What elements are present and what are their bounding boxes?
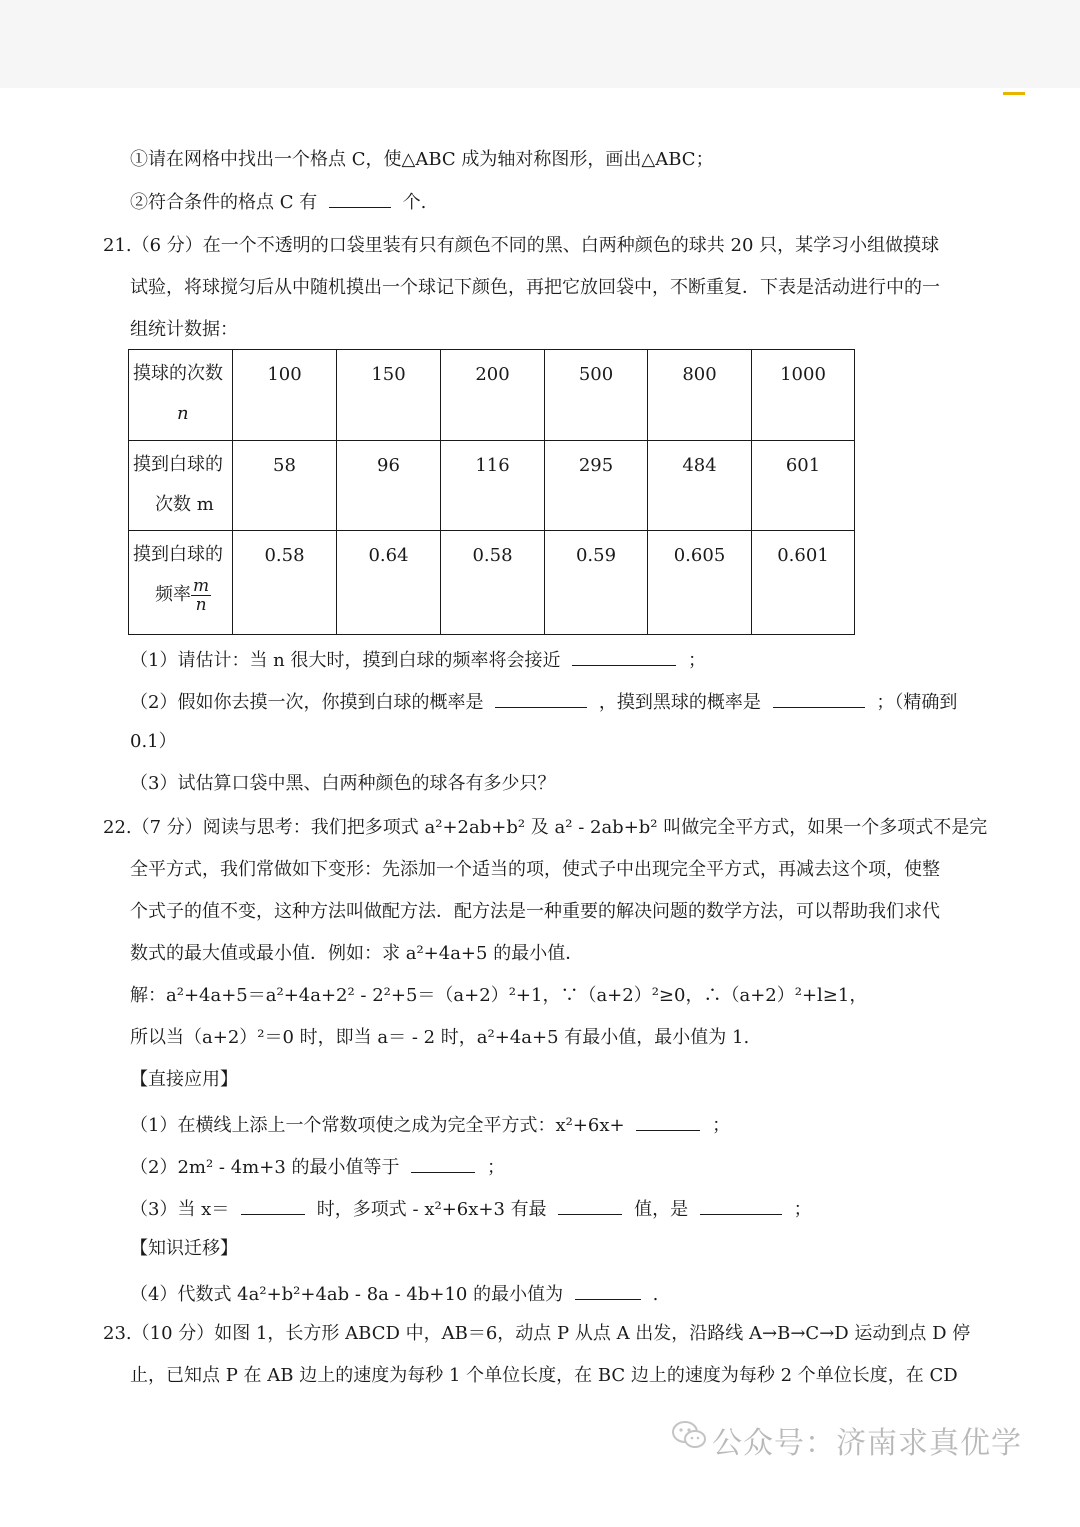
q22-sub3-text-b: 时，多项式 - x²+6x+3 有最 <box>316 1199 547 1220</box>
row-header-text: 摸到白球的 <box>133 544 223 565</box>
q22-solution2: 所以当（a+2）²＝0 时，即当 a＝ - 2 时，a²+4a+5 有最小值，最小值为 1. <box>130 1027 750 1048</box>
q21-sub2-text-b: ，摸到黑球的概率是 <box>598 692 761 713</box>
table-cell: 500 <box>545 350 648 441</box>
answer-blank[interactable] <box>411 1152 475 1173</box>
row-header-var: n <box>177 403 189 424</box>
table-row <box>129 441 855 531</box>
answer-blank[interactable] <box>636 1110 700 1131</box>
table-row <box>129 531 855 635</box>
table-cell: 96 <box>337 441 441 531</box>
q21-sub1-suffix: ； <box>687 650 706 671</box>
q22-sub4-suffix: . <box>652 1284 659 1305</box>
q22-sub1 <box>130 1110 730 1139</box>
stats-table <box>128 349 855 635</box>
q22-sub2-suffix: ； <box>486 1157 505 1178</box>
answer-blank[interactable] <box>572 645 676 666</box>
q22-sub3-text-c: 值，是 <box>634 1199 689 1220</box>
table-row <box>129 350 855 441</box>
q22-sub3-text: （3）当 x＝ <box>130 1199 230 1220</box>
q22-sub2-text: （2）2m² - 4m+3 的最小值等于 <box>130 1157 400 1178</box>
q22-line2: 全平方式，我们常做如下变形：先添加一个适当的项，使式子中出现完全平方式，再减去这个项，使整 <box>130 859 940 880</box>
corner-mark <box>1003 92 1025 95</box>
q22-sub1-suffix: ； <box>712 1115 731 1136</box>
answer-blank[interactable] <box>700 1194 782 1215</box>
q21-sub3: （3）试估算口袋中黑、白两种颜色的球各有多少只？ <box>130 773 556 794</box>
answer-blank[interactable] <box>329 187 391 208</box>
table-cell: 0.605 <box>648 531 752 635</box>
q21-sub2-cont: 0.1） <box>130 731 177 752</box>
q21-sub2-text-c: ；（精确到 <box>876 692 958 713</box>
fraction-m-over-n <box>191 577 211 614</box>
table-cell: 484 <box>648 441 752 531</box>
q22-sub2 <box>130 1152 505 1181</box>
table-cell: 601 <box>752 441 855 531</box>
q22-sub1-text: （1）在横线上添上一个常数项使之成为完全平方式：x²+6x+ <box>130 1115 625 1136</box>
row-header-white-count <box>129 441 233 531</box>
table-cell: 295 <box>545 441 648 531</box>
fraction-denominator: n <box>195 594 207 615</box>
q20-step1: ①请在网格中找出一个格点 C，使△ABC 成为轴对称图形，画出△ABC； <box>130 149 714 170</box>
q22-sub4 <box>130 1279 658 1308</box>
table-cell: 1000 <box>752 350 855 441</box>
q21-sub2-text: （2）假如你去摸一次，你摸到白球的概率是 <box>130 692 484 713</box>
section-knowledge-transfer: 【知识迁移】 <box>130 1238 238 1259</box>
table-cell: 0.601 <box>752 531 855 635</box>
answer-blank[interactable] <box>558 1194 622 1215</box>
q23-line2: 止，已知点 P 在 AB 边上的速度为每秒 1 个单位长度，在 BC 边上的速度为每秒 2 个单位长度，在 CD <box>130 1365 958 1386</box>
table-cell: 100 <box>233 350 337 441</box>
table-cell: 0.58 <box>233 531 337 635</box>
q20-step2-suffix: 个. <box>402 192 427 213</box>
table-cell: 0.64 <box>337 531 441 635</box>
row-header-draws <box>129 350 233 441</box>
table-cell: 0.58 <box>441 531 545 635</box>
q20-step2-text: ②符合条件的格点 C 有 <box>130 192 318 213</box>
q21-intro-line3: 组统计数据： <box>130 319 238 340</box>
table-cell: 0.59 <box>545 531 648 635</box>
q21-sub1 <box>130 645 706 674</box>
q22-line4: 数式的最大值或最小值．例如：求 a²+4a+5 的最小值． <box>130 943 584 964</box>
top-band <box>0 0 1080 88</box>
q22-line3: 个式子的值不变，这种方法叫做配方法．配方法是一种重要的解决问题的数学方法，可以帮助我们求代 <box>130 901 940 922</box>
table-cell: 58 <box>233 441 337 531</box>
table-cell: 116 <box>441 441 545 531</box>
row-header-text: 摸球的次数 <box>133 363 223 384</box>
table-cell: 200 <box>441 350 545 441</box>
answer-blank[interactable] <box>495 687 587 708</box>
row-header-freq <box>133 575 230 615</box>
watermark: 公众号：济南求真优学 <box>712 1426 1022 1461</box>
q21-sub1-text: （1）请估计：当 n 很大时，摸到白球的频率将会接近 <box>130 650 561 671</box>
row-header-frequency <box>129 531 233 635</box>
table-cell: 150 <box>337 350 441 441</box>
freq-label: 频率 <box>155 584 191 605</box>
q21-intro-line2: 试验，将球搅匀后从中随机摸出一个球记下颜色，再把它放回袋中，不断重复．下表是活动进行中的一 <box>130 277 940 298</box>
q22-solution1: 解：a²+4a+5＝a²+4a+2² - 2²+5＝（a+2）²+1，∵（a+2）²≥0，∴（a+2）²+l≥1， <box>130 985 868 1006</box>
answer-blank[interactable] <box>773 687 865 708</box>
q21-intro-line1: 21.（6 分）在一个不透明的口袋里装有只有颜色不同的黑、白两种颜色的球共 20 只，某学习小组做摸球 <box>103 235 940 256</box>
q22-line1: 22.（7 分）阅读与思考：我们把多项式 a²+2ab+b² 及 a² - 2ab+b² 叫做完全平方式，如果一个多项式不是完 <box>103 817 988 838</box>
q23-line1: 23.（10 分）如图 1，长方形 ABCD 中，AB＝6，动点 P 从点 A 出发，沿路线 A→B→C→D 运动到点 D 停 <box>103 1323 971 1344</box>
table-cell: 800 <box>648 350 752 441</box>
q21-sub2 <box>130 687 957 716</box>
answer-blank[interactable] <box>241 1194 305 1215</box>
section-direct-apply: 【直接应用】 <box>130 1069 238 1090</box>
q22-sub3 <box>130 1194 812 1223</box>
q20-step2 <box>130 187 426 216</box>
wechat-icon <box>672 1420 706 1450</box>
q22-sub4-text: （4）代数式 4a²+b²+4ab - 8a - 4b+10 的最小值为 <box>130 1284 564 1305</box>
q22-sub3-suffix: ； <box>793 1199 812 1220</box>
row-header-text: 摸到白球的 <box>133 454 223 475</box>
fraction-numerator: m <box>193 575 210 596</box>
answer-blank[interactable] <box>575 1279 641 1300</box>
row-header-var: 次数 m <box>155 494 214 515</box>
